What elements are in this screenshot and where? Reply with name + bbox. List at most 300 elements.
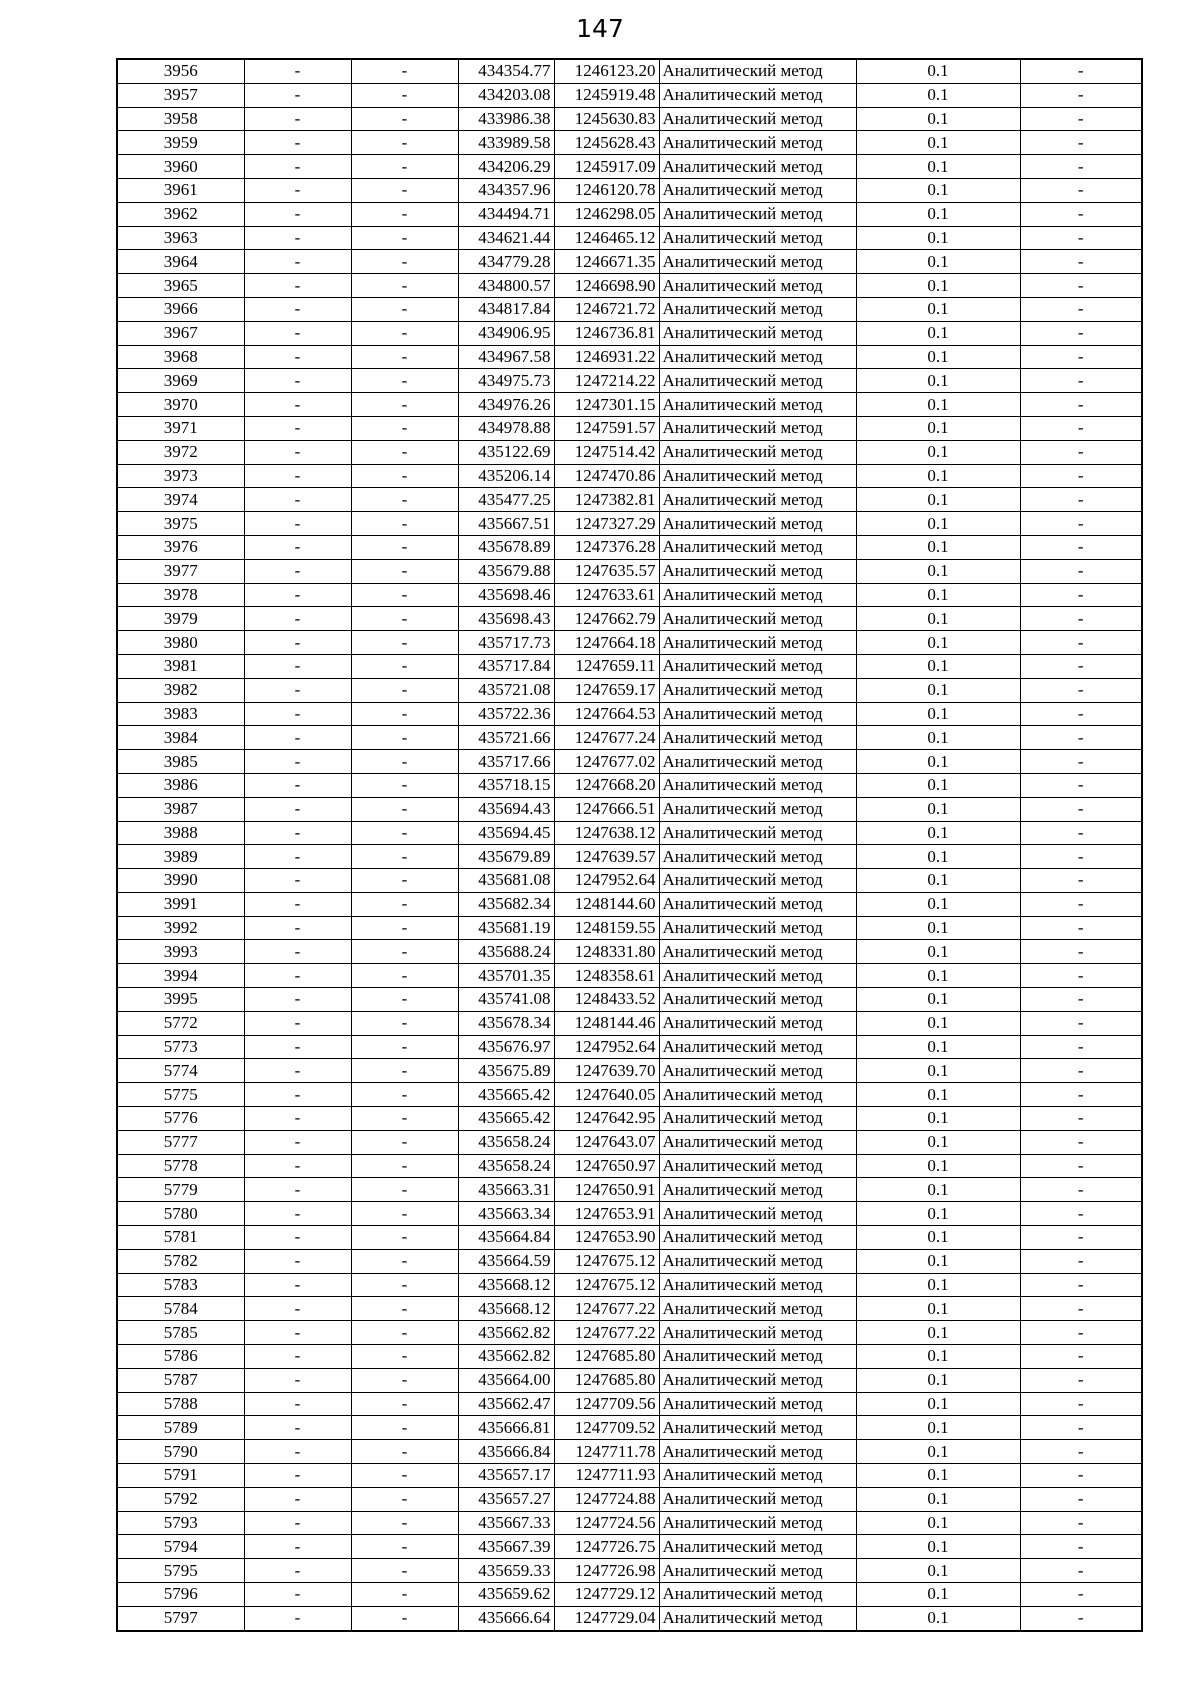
accuracy-cell: 0.1 [856,559,1020,583]
y-coordinate-cell: 1247726.75 [554,1535,659,1559]
table-row [117,916,1142,940]
accuracy-cell: 0.1 [856,416,1020,440]
table-row [117,1464,1142,1488]
y-coordinate-cell: 1247650.97 [554,1154,659,1178]
point-number-cell: 3979 [117,607,244,631]
empty-cell-2: - [351,416,458,440]
empty-cell-2: - [351,654,458,678]
empty-cell-1: - [244,678,351,702]
table-row [117,1535,1142,1559]
y-coordinate-cell: 1247376.28 [554,535,659,559]
empty-cell-1: - [244,416,351,440]
empty-cell-2: - [351,202,458,226]
method-cell: Аналитический метод [659,916,856,940]
point-number-cell: 3988 [117,821,244,845]
empty-cell-3: - [1020,1368,1142,1392]
point-number-cell: 3976 [117,535,244,559]
empty-cell-2: - [351,1583,458,1607]
empty-cell-2: - [351,321,458,345]
empty-cell-3: - [1020,1345,1142,1369]
empty-cell-1: - [244,535,351,559]
empty-cell-3: - [1020,1273,1142,1297]
point-number-cell: 5785 [117,1321,244,1345]
y-coordinate-cell: 1247729.04 [554,1606,659,1630]
method-cell: Аналитический метод [659,226,856,250]
table-row [117,59,1142,83]
y-coordinate-cell: 1247643.07 [554,1130,659,1154]
empty-cell-3: - [1020,488,1142,512]
accuracy-cell: 0.1 [856,678,1020,702]
accuracy-cell: 0.1 [856,178,1020,202]
x-coordinate-cell: 435717.73 [458,631,554,655]
table-row [117,1511,1142,1535]
y-coordinate-cell: 1248159.55 [554,916,659,940]
x-coordinate-cell: 435717.66 [458,750,554,774]
empty-cell-3: - [1020,297,1142,321]
accuracy-cell: 0.1 [856,654,1020,678]
empty-cell-1: - [244,1583,351,1607]
empty-cell-2: - [351,1154,458,1178]
empty-cell-1: - [244,1535,351,1559]
empty-cell-1: - [244,274,351,298]
table-row [117,1083,1142,1107]
empty-cell-1: - [244,1107,351,1131]
table-row [117,440,1142,464]
y-coordinate-cell: 1247382.81 [554,488,659,512]
y-coordinate-cell: 1247677.24 [554,726,659,750]
table-row [117,416,1142,440]
y-coordinate-cell: 1247668.20 [554,773,659,797]
empty-cell-1: - [244,583,351,607]
x-coordinate-cell: 434354.77 [458,59,554,83]
empty-cell-2: - [351,750,458,774]
empty-cell-2: - [351,678,458,702]
table-row [117,940,1142,964]
x-coordinate-cell: 434978.88 [458,416,554,440]
x-coordinate-cell: 435477.25 [458,488,554,512]
empty-cell-3: - [1020,702,1142,726]
empty-cell-2: - [351,845,458,869]
table-row [117,535,1142,559]
accuracy-cell: 0.1 [856,1035,1020,1059]
x-coordinate-cell: 433986.38 [458,107,554,131]
empty-cell-1: - [244,559,351,583]
x-coordinate-cell: 435657.27 [458,1487,554,1511]
empty-cell-3: - [1020,1083,1142,1107]
x-coordinate-cell: 434817.84 [458,297,554,321]
empty-cell-2: - [351,1107,458,1131]
empty-cell-2: - [351,964,458,988]
method-cell: Аналитический метод [659,250,856,274]
point-number-cell: 3994 [117,964,244,988]
y-coordinate-cell: 1245630.83 [554,107,659,131]
x-coordinate-cell: 435665.42 [458,1107,554,1131]
accuracy-cell: 0.1 [856,1321,1020,1345]
x-coordinate-cell: 435664.00 [458,1368,554,1392]
point-number-cell: 3983 [117,702,244,726]
table-row [117,1606,1142,1630]
table-row [117,202,1142,226]
accuracy-cell: 0.1 [856,155,1020,179]
accuracy-cell: 0.1 [856,1487,1020,1511]
method-cell: Аналитический метод [659,1511,856,1535]
method-cell: Аналитический метод [659,1178,856,1202]
y-coordinate-cell: 1246123.20 [554,59,659,83]
point-number-cell: 3971 [117,416,244,440]
accuracy-cell: 0.1 [856,631,1020,655]
empty-cell-2: - [351,1464,458,1488]
table-row [117,726,1142,750]
table-row [117,1130,1142,1154]
accuracy-cell: 0.1 [856,1130,1020,1154]
empty-cell-1: - [244,1345,351,1369]
empty-cell-1: - [244,1011,351,1035]
empty-cell-1: - [244,464,351,488]
y-coordinate-cell: 1248433.52 [554,988,659,1012]
x-coordinate-cell: 435718.15 [458,773,554,797]
accuracy-cell: 0.1 [856,369,1020,393]
method-cell: Аналитический метод [659,845,856,869]
x-coordinate-cell: 435722.36 [458,702,554,726]
empty-cell-1: - [244,1464,351,1488]
point-number-cell: 3973 [117,464,244,488]
empty-cell-1: - [244,440,351,464]
table-row [117,1345,1142,1369]
x-coordinate-cell: 435667.51 [458,512,554,536]
empty-cell-3: - [1020,726,1142,750]
table-row [117,1297,1142,1321]
y-coordinate-cell: 1247214.22 [554,369,659,393]
method-cell: Аналитический метод [659,1226,856,1250]
accuracy-cell: 0.1 [856,59,1020,83]
empty-cell-3: - [1020,369,1142,393]
x-coordinate-cell: 435698.46 [458,583,554,607]
empty-cell-2: - [351,369,458,393]
accuracy-cell: 0.1 [856,1011,1020,1035]
empty-cell-3: - [1020,59,1142,83]
table-row [117,297,1142,321]
point-number-cell: 3970 [117,393,244,417]
empty-cell-3: - [1020,131,1142,155]
empty-cell-3: - [1020,1464,1142,1488]
y-coordinate-cell: 1247726.98 [554,1559,659,1583]
x-coordinate-cell: 435667.39 [458,1535,554,1559]
table-row [117,155,1142,179]
y-coordinate-cell: 1247327.29 [554,512,659,536]
table-row [117,1178,1142,1202]
method-cell: Аналитический метод [659,797,856,821]
empty-cell-2: - [351,1416,458,1440]
y-coordinate-cell: 1247724.56 [554,1511,659,1535]
table-row [117,393,1142,417]
empty-cell-3: - [1020,940,1142,964]
empty-cell-3: - [1020,83,1142,107]
table-row [117,1107,1142,1131]
table-row [117,178,1142,202]
empty-cell-2: - [351,583,458,607]
method-cell: Аналитический метод [659,678,856,702]
empty-cell-3: - [1020,1011,1142,1035]
method-cell: Аналитический метод [659,892,856,916]
method-cell: Аналитический метод [659,369,856,393]
empty-cell-2: - [351,464,458,488]
method-cell: Аналитический метод [659,1583,856,1607]
point-number-cell: 3974 [117,488,244,512]
table-row [117,1487,1142,1511]
accuracy-cell: 0.1 [856,773,1020,797]
method-cell: Аналитический метод [659,1154,856,1178]
empty-cell-1: - [244,488,351,512]
table-row [117,345,1142,369]
empty-cell-3: - [1020,631,1142,655]
point-number-cell: 5789 [117,1416,244,1440]
point-number-cell: 3986 [117,773,244,797]
y-coordinate-cell: 1247662.79 [554,607,659,631]
empty-cell-1: - [244,892,351,916]
accuracy-cell: 0.1 [856,464,1020,488]
accuracy-cell: 0.1 [856,107,1020,131]
method-cell: Аналитический метод [659,416,856,440]
accuracy-cell: 0.1 [856,1345,1020,1369]
x-coordinate-cell: 435206.14 [458,464,554,488]
empty-cell-3: - [1020,1487,1142,1511]
x-coordinate-cell: 434975.73 [458,369,554,393]
method-cell: Аналитический метод [659,178,856,202]
empty-cell-2: - [351,393,458,417]
table-row [117,107,1142,131]
empty-cell-3: - [1020,1321,1142,1345]
y-coordinate-cell: 1246120.78 [554,178,659,202]
y-coordinate-cell: 1246298.05 [554,202,659,226]
accuracy-cell: 0.1 [856,83,1020,107]
point-number-cell: 3985 [117,750,244,774]
y-coordinate-cell: 1247677.22 [554,1321,659,1345]
method-cell: Аналитический метод [659,1487,856,1511]
point-number-cell: 5776 [117,1107,244,1131]
method-cell: Аналитический метод [659,1440,856,1464]
point-number-cell: 5780 [117,1202,244,1226]
method-cell: Аналитический метод [659,1392,856,1416]
empty-cell-2: - [351,1392,458,1416]
x-coordinate-cell: 435717.84 [458,654,554,678]
empty-cell-3: - [1020,512,1142,536]
empty-cell-2: - [351,1487,458,1511]
empty-cell-2: - [351,1273,458,1297]
table-row [117,750,1142,774]
point-number-cell: 5794 [117,1535,244,1559]
y-coordinate-cell: 1246721.72 [554,297,659,321]
empty-cell-1: - [244,1226,351,1250]
empty-cell-3: - [1020,202,1142,226]
point-number-cell: 5796 [117,1583,244,1607]
y-coordinate-cell: 1248358.61 [554,964,659,988]
point-number-cell: 5793 [117,1511,244,1535]
x-coordinate-cell: 435662.82 [458,1345,554,1369]
empty-cell-2: - [351,83,458,107]
x-coordinate-cell: 435665.42 [458,1083,554,1107]
accuracy-cell: 0.1 [856,1368,1020,1392]
method-cell: Аналитический метод [659,1130,856,1154]
empty-cell-2: - [351,892,458,916]
empty-cell-3: - [1020,607,1142,631]
empty-cell-3: - [1020,107,1142,131]
table-row [117,964,1142,988]
empty-cell-3: - [1020,1059,1142,1083]
point-number-cell: 3995 [117,988,244,1012]
y-coordinate-cell: 1247639.57 [554,845,659,869]
empty-cell-2: - [351,1202,458,1226]
empty-cell-3: - [1020,821,1142,845]
empty-cell-2: - [351,226,458,250]
method-cell: Аналитический метод [659,1107,856,1131]
table-row [117,797,1142,821]
accuracy-cell: 0.1 [856,535,1020,559]
empty-cell-1: - [244,131,351,155]
accuracy-cell: 0.1 [856,274,1020,298]
y-coordinate-cell: 1247677.02 [554,750,659,774]
empty-cell-1: - [244,1202,351,1226]
y-coordinate-cell: 1247664.53 [554,702,659,726]
y-coordinate-cell: 1247675.12 [554,1273,659,1297]
method-cell: Аналитический метод [659,1345,856,1369]
point-number-cell: 3961 [117,178,244,202]
accuracy-cell: 0.1 [856,892,1020,916]
x-coordinate-cell: 434906.95 [458,321,554,345]
accuracy-cell: 0.1 [856,1606,1020,1630]
empty-cell-1: - [244,202,351,226]
empty-cell-3: - [1020,1107,1142,1131]
accuracy-cell: 0.1 [856,321,1020,345]
empty-cell-3: - [1020,1559,1142,1583]
table-row [117,1583,1142,1607]
x-coordinate-cell: 435658.24 [458,1130,554,1154]
accuracy-cell: 0.1 [856,1392,1020,1416]
y-coordinate-cell: 1247729.12 [554,1583,659,1607]
method-cell: Аналитический метод [659,1464,856,1488]
coordinates-table [116,58,1143,1632]
x-coordinate-cell: 434357.96 [458,178,554,202]
x-coordinate-cell: 435698.43 [458,607,554,631]
empty-cell-2: - [351,535,458,559]
x-coordinate-cell: 435663.34 [458,1202,554,1226]
empty-cell-1: - [244,369,351,393]
y-coordinate-cell: 1248144.46 [554,1011,659,1035]
accuracy-cell: 0.1 [856,440,1020,464]
empty-cell-3: - [1020,916,1142,940]
empty-cell-1: - [244,1297,351,1321]
y-coordinate-cell: 1246931.22 [554,345,659,369]
empty-cell-3: - [1020,1226,1142,1250]
accuracy-cell: 0.1 [856,821,1020,845]
method-cell: Аналитический метод [659,202,856,226]
accuracy-cell: 0.1 [856,1416,1020,1440]
empty-cell-2: - [351,1226,458,1250]
accuracy-cell: 0.1 [856,488,1020,512]
accuracy-cell: 0.1 [856,1583,1020,1607]
method-cell: Аналитический метод [659,345,856,369]
empty-cell-2: - [351,1083,458,1107]
empty-cell-2: - [351,1559,458,1583]
point-number-cell: 5791 [117,1464,244,1488]
point-number-cell: 5773 [117,1035,244,1059]
accuracy-cell: 0.1 [856,797,1020,821]
empty-cell-2: - [351,1535,458,1559]
table-row [117,274,1142,298]
point-number-cell: 5787 [117,1368,244,1392]
method-cell: Аналитический метод [659,1035,856,1059]
y-coordinate-cell: 1247635.57 [554,559,659,583]
y-coordinate-cell: 1247639.70 [554,1059,659,1083]
accuracy-cell: 0.1 [856,1297,1020,1321]
empty-cell-3: - [1020,654,1142,678]
empty-cell-2: - [351,1297,458,1321]
empty-cell-3: - [1020,1154,1142,1178]
point-number-cell: 5779 [117,1178,244,1202]
empty-cell-1: - [244,631,351,655]
empty-cell-1: - [244,1321,351,1345]
method-cell: Аналитический метод [659,1535,856,1559]
table-row [117,607,1142,631]
y-coordinate-cell: 1247711.78 [554,1440,659,1464]
empty-cell-1: - [244,250,351,274]
empty-cell-1: - [244,59,351,83]
table-row [117,631,1142,655]
accuracy-cell: 0.1 [856,1511,1020,1535]
y-coordinate-cell: 1247642.95 [554,1107,659,1131]
method-cell: Аналитический метод [659,1202,856,1226]
method-cell: Аналитический метод [659,512,856,536]
point-number-cell: 3975 [117,512,244,536]
point-number-cell: 3959 [117,131,244,155]
empty-cell-3: - [1020,1535,1142,1559]
table-row [117,83,1142,107]
accuracy-cell: 0.1 [856,1154,1020,1178]
accuracy-cell: 0.1 [856,393,1020,417]
empty-cell-3: - [1020,155,1142,179]
empty-cell-2: - [351,250,458,274]
x-coordinate-cell: 435663.31 [458,1178,554,1202]
empty-cell-1: - [244,821,351,845]
method-cell: Аналитический метод [659,964,856,988]
table-row [117,702,1142,726]
point-number-cell: 3967 [117,321,244,345]
method-cell: Аналитический метод [659,773,856,797]
point-number-cell: 3991 [117,892,244,916]
table-row [117,464,1142,488]
y-coordinate-cell: 1246698.90 [554,274,659,298]
empty-cell-3: - [1020,1297,1142,1321]
empty-cell-3: - [1020,964,1142,988]
x-coordinate-cell: 435664.59 [458,1249,554,1273]
empty-cell-2: - [351,107,458,131]
x-coordinate-cell: 435667.33 [458,1511,554,1535]
accuracy-cell: 0.1 [856,1226,1020,1250]
empty-cell-1: - [244,107,351,131]
table-row [117,1035,1142,1059]
method-cell: Аналитический метод [659,321,856,345]
empty-cell-3: - [1020,1249,1142,1273]
x-coordinate-cell: 435721.08 [458,678,554,702]
table-row [117,821,1142,845]
empty-cell-1: - [244,321,351,345]
point-number-cell: 3987 [117,797,244,821]
point-number-cell: 5786 [117,1345,244,1369]
empty-cell-3: - [1020,988,1142,1012]
empty-cell-2: - [351,1130,458,1154]
table-row [117,845,1142,869]
empty-cell-3: - [1020,250,1142,274]
point-number-cell: 3969 [117,369,244,393]
